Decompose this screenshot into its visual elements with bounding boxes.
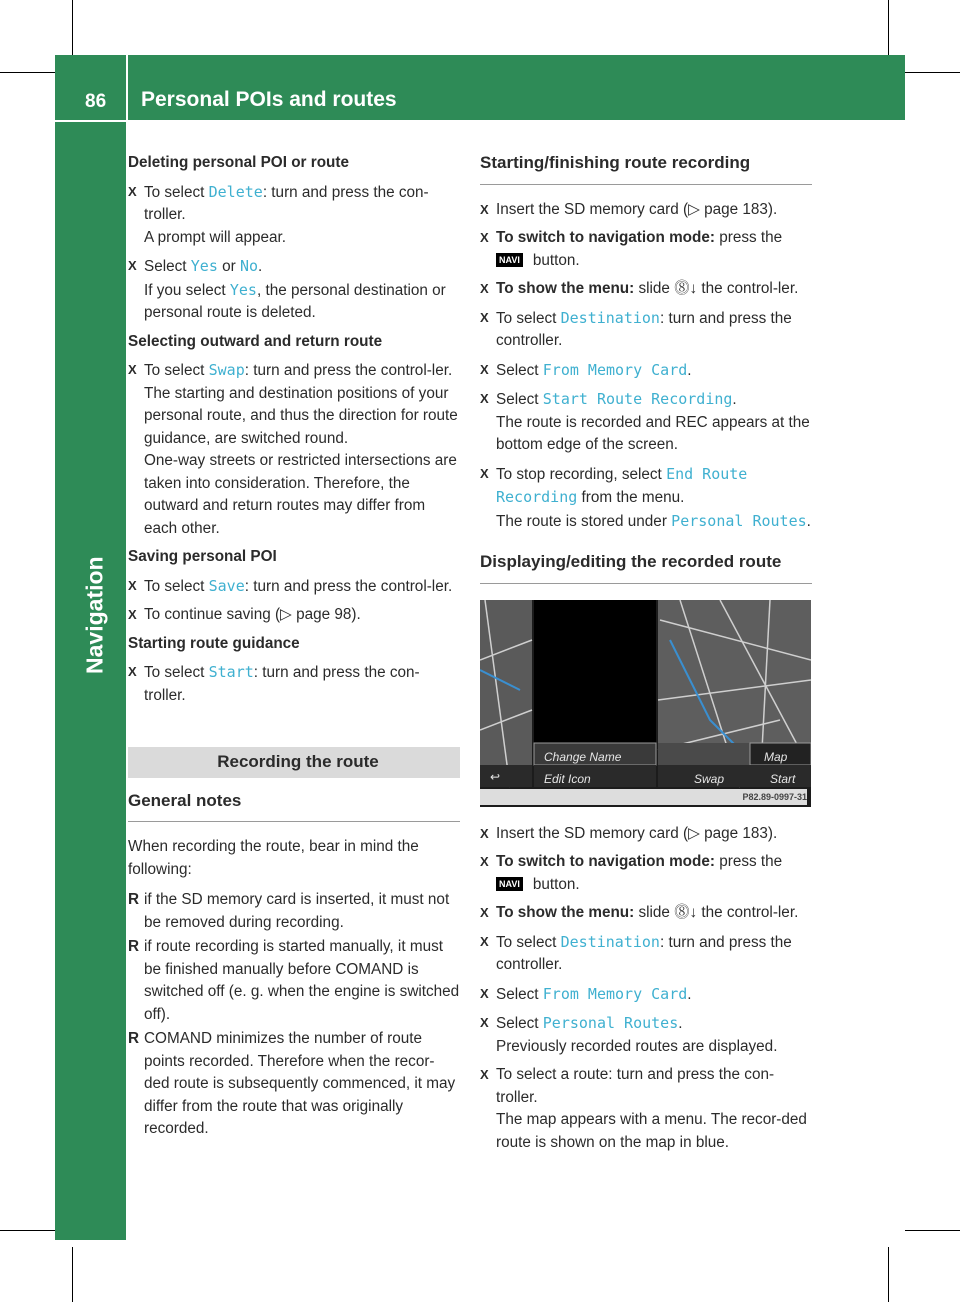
left-column (128, 152, 460, 1143)
step-note: The map appears with a menu. The recor-ded route is shown on the map in blue. (496, 1111, 807, 1151)
section-heading: General notes (128, 790, 460, 823)
step-text: Select (496, 985, 543, 1003)
step-text: : turn and press the control-ler. (244, 362, 453, 379)
step-text: : turn and press the controller. (496, 933, 792, 973)
paragraph: When recording the route, bear in mind the following: (128, 838, 419, 878)
step-marker: X (480, 391, 489, 406)
step-marker: X (128, 362, 137, 377)
step-text: button. (532, 875, 580, 893)
list-item-text: COMAND minimizes the number of route points recorded. Therefore when the recor-ded route is subsequently commenced, it may differ from the route that was originally recorded. (144, 1030, 456, 1137)
menu-item-end-route-recording: End Route Recording (496, 464, 748, 506)
edit-icon-button[interactable]: Edit Icon (544, 771, 591, 786)
map-background (480, 600, 811, 807)
step-note: If you select (144, 281, 230, 299)
step-text: or (217, 258, 240, 275)
step-text: To select (496, 309, 561, 327)
menu-item-destination: Destination (560, 932, 660, 951)
step-text: press the (714, 229, 783, 246)
step-text: button. (532, 251, 580, 269)
step-text: To select (144, 577, 209, 595)
navi-button-icon: NAVI (496, 877, 523, 891)
step-marker: X (480, 985, 489, 1001)
crop-mark (72, 0, 73, 55)
navi-button-icon: NAVI (496, 253, 523, 267)
step (480, 199, 812, 222)
step-text: press the (714, 853, 783, 870)
page-reference-link[interactable]: To continue saving (▷ page 98). (144, 606, 361, 623)
step (480, 227, 812, 272)
step-marker: X (128, 577, 137, 593)
step-note: , the personal destination or personal route is deleted. (144, 281, 446, 321)
step-text: : turn and press the controller. (496, 309, 792, 349)
step-marker: X (480, 281, 489, 296)
step (480, 931, 812, 977)
step-text: Insert the SD memory card (▷ page 183). (496, 200, 778, 218)
step-marker: X (480, 1067, 489, 1082)
step (480, 1064, 812, 1154)
step-note: Previously recorded routes are displayed. (496, 1037, 778, 1055)
step-text: slide ⓼↓ the control-ler. (634, 904, 799, 921)
step-text: : turn and press the con-troller. (144, 183, 429, 223)
bullet-marker: R (128, 891, 140, 908)
list-item (128, 889, 460, 934)
step-marker: X (480, 933, 489, 949)
step (128, 181, 460, 250)
step-marker: X (128, 607, 137, 622)
menu-item-no: No (239, 257, 259, 275)
crop-mark (0, 1230, 55, 1231)
step-text: . (687, 361, 692, 379)
step (480, 463, 812, 534)
map-button[interactable]: Map (764, 749, 788, 764)
start-button[interactable]: Start (770, 771, 796, 786)
step-marker: X (128, 258, 137, 273)
step (480, 307, 812, 353)
menu-item-start-route-recording: Start Route Recording (542, 390, 733, 408)
step-marker: X (128, 183, 137, 199)
menu-item-swap: Swap (208, 361, 245, 379)
step-marker: X (480, 825, 489, 841)
step (480, 278, 812, 301)
step-text: Select (144, 258, 191, 275)
step-text: Insert the SD memory card (▷ page 183). (496, 824, 778, 842)
crop-mark (888, 0, 889, 55)
list-item-text: if the SD memory card is inserted, it must not be removed during recording. (144, 891, 450, 931)
step-text: To select a route: turn and press the con-troller. (496, 1066, 775, 1106)
section-heading: Selecting outward and return route (128, 332, 383, 350)
step (480, 359, 812, 383)
section-heading: Starting/finishing route recording (480, 152, 812, 185)
list-item-text: if route recording is started manually, it must be finished manually before COMAND is switched off (e. g. when the engine is switched off). (144, 938, 460, 1023)
step-text: To stop recording, select (496, 465, 667, 483)
section-heading: Starting route guidance (128, 634, 300, 652)
step-marker: X (480, 230, 489, 245)
step-text: : turn and press the control-ler. (244, 577, 453, 595)
step-text: Select (496, 361, 543, 379)
step (128, 661, 460, 707)
step (480, 823, 812, 846)
step-text: . (258, 258, 263, 275)
step-marker: X (480, 1015, 489, 1030)
step (480, 851, 812, 896)
menu-item-delete: Delete (208, 182, 263, 201)
navigation-screenshot (480, 600, 811, 807)
step-text: . (687, 985, 692, 1003)
step-marker: X (480, 201, 489, 217)
section-banner-title: Recording the route (217, 752, 379, 771)
step-note: One-way streets or restricted intersections are taken into consideration. Therefore, the outward and return routes may differ from each other. (144, 452, 457, 537)
step (480, 1012, 812, 1058)
step (128, 604, 460, 627)
step (480, 902, 812, 925)
header-divider (126, 55, 128, 120)
step (128, 359, 460, 540)
step-text: slide ⓼↓ the control-ler. (634, 280, 799, 297)
menu-item-personal-routes: Personal Routes (671, 511, 807, 530)
menu-item-start: Start (208, 663, 254, 681)
step-text: from the menu. (577, 489, 685, 506)
bullet-marker: R (128, 1030, 140, 1047)
crop-mark (0, 72, 55, 73)
section-heading: Displaying/editing the recorded route (480, 551, 812, 584)
step-note: A prompt will appear. (144, 228, 286, 246)
crop-mark (888, 1247, 889, 1302)
step-marker: X (480, 309, 489, 325)
menu-item-from-memory-card: From Memory Card (542, 984, 688, 1003)
step (480, 983, 812, 1007)
step-text: . (678, 1015, 683, 1032)
step-text: : turn and press the con-troller. (144, 664, 420, 704)
step-text: To select (496, 933, 561, 951)
right-column (480, 152, 812, 1160)
step (128, 575, 460, 599)
crop-mark (905, 72, 960, 73)
step-marker: X (480, 361, 489, 377)
back-icon[interactable]: ↩ (490, 769, 501, 784)
chapter-tab-label: Navigation (81, 556, 108, 674)
step-text: To select (144, 664, 209, 681)
list-item (128, 1028, 460, 1141)
bullet-marker: R (128, 938, 140, 955)
section-heading: Deleting personal POI or route (128, 154, 349, 171)
step (128, 255, 460, 325)
change-name-button[interactable]: Change Name (544, 749, 622, 764)
step-text: To select (144, 362, 209, 379)
step-text: Select (496, 391, 543, 408)
swap-button[interactable]: Swap (694, 771, 725, 786)
step-note: . (806, 512, 811, 530)
menu-item-yes: Yes (190, 257, 218, 275)
menu-item-personal-routes: Personal Routes (542, 1014, 679, 1032)
step (480, 388, 812, 457)
step-text: Select (496, 1015, 543, 1032)
step-marker: X (480, 854, 489, 869)
step-note: The starting and destination positions of your personal route, and thus the direction for route guidance, are switched round. (144, 384, 458, 447)
menu-item-destination: Destination (560, 308, 660, 327)
step-emphasis: To switch to navigation mode: (496, 853, 715, 870)
crop-mark (905, 1230, 960, 1231)
step-note: The route is stored under (496, 512, 672, 530)
figure-reference: P82.89-0997-31 (480, 789, 807, 805)
menu-item-yes: Yes (229, 280, 257, 299)
crop-mark (72, 1247, 73, 1302)
step-note: The route is recorded and REC appears at the bottom edge of the screen. (496, 413, 810, 453)
step-emphasis: To show the menu: (496, 280, 635, 297)
page-number: 86 (85, 91, 107, 112)
step-marker: X (480, 905, 489, 920)
step-marker: X (128, 664, 137, 679)
section-banner (128, 747, 460, 778)
list-item (128, 936, 460, 1026)
step-marker: X (480, 465, 489, 481)
step-text: To select (144, 183, 209, 201)
menu-item-save: Save (208, 576, 245, 595)
step-text: . (732, 391, 737, 408)
step-emphasis: To switch to navigation mode: (496, 229, 715, 246)
section-heading: Saving personal POI (128, 548, 277, 565)
step-emphasis: To show the menu: (496, 904, 635, 921)
menu-item-from-memory-card: From Memory Card (542, 360, 688, 379)
page-title: Personal POIs and routes (141, 88, 397, 111)
